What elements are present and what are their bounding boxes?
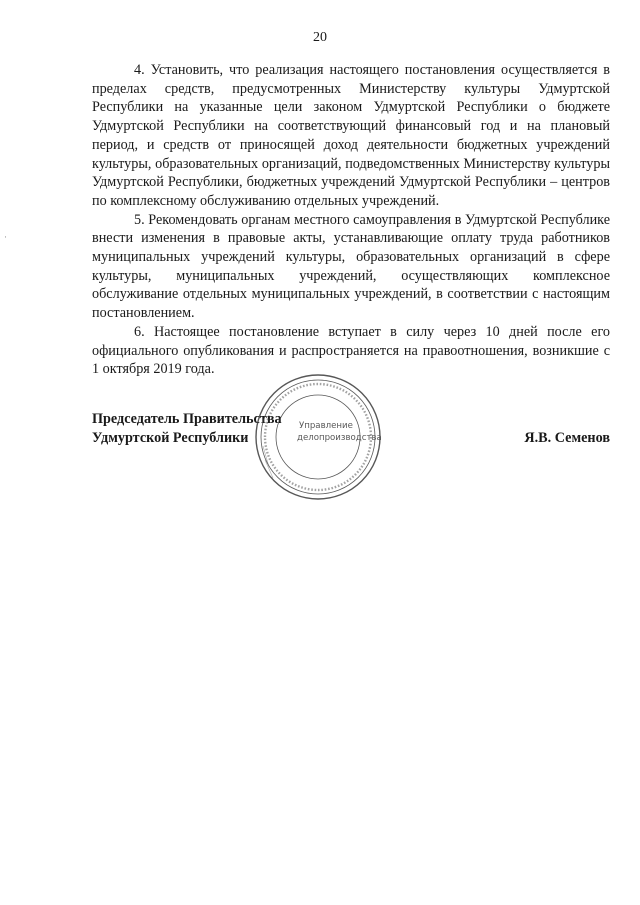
margin-mark: ·	[4, 232, 7, 242]
paragraph-4: 4. Установить, что реализация настоящего постановления осуществляется в пределах средств, предусмотренных Министерству культуры Удмуртской Республики на указанные цели законом Удмуртской Республики о бюджете Удмуртской Республики на соответствующий финансовый год и на плановый период, и средств от приносящей доход деятельности бюджетных учреждений культуры, образовательных организаций, подведомственных Министерству культуры Удмуртской Республики, бюджетных учреждений Удмуртской Республики – центров по комплексному обслуживанию отдельных учреждений.	[92, 62, 610, 209]
signatory-title-line1: Председатель Правительства	[92, 411, 282, 427]
signatory-title-line2: Удмуртской Республики	[92, 430, 249, 446]
document-body	[92, 61, 610, 379]
page-number: 20	[313, 30, 327, 45]
paragraph-5: 5. Рекомендовать органам местного самоуправления в Удмуртской Республике внести изменения в правовые акты, устанавливающие оплату труда работников муниципальных учреждений культуры, образовательных организаций в сфере культуры, муниципальных учреждений, осуществляющих комплексное обслуживание отдельных муниципальных учреждений, в соответствии с настоящим постановлением.	[92, 211, 610, 322]
paragraph-6: 6. Настоящее постановление вступает в силу через 10 дней после его официального опубликования и распространяется на правоотношения, возникшие с 1 октября 2019 года.	[92, 323, 610, 378]
stamp-text-line1: Управление	[299, 421, 353, 431]
signatory-name: Я.В. Семенов	[524, 430, 610, 446]
stamp-text-line2: делопроизводства	[297, 433, 382, 443]
official-stamp-seal	[253, 372, 383, 502]
